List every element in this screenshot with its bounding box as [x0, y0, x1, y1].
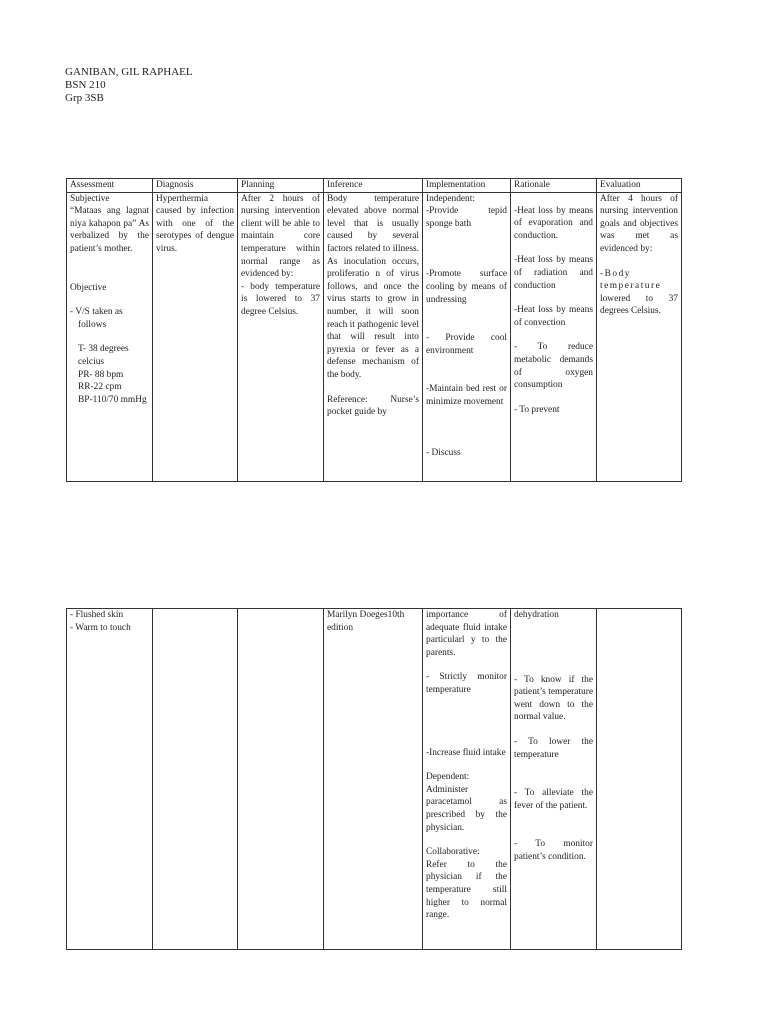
impl-discuss: - Discuss	[426, 447, 461, 458]
rationale-evaporation: -Heat loss by means of evaporation and conduction.	[514, 205, 593, 241]
evaluation-cell	[597, 609, 682, 950]
impl-sponge-bath: -Provide tepid sponge bath	[426, 206, 507, 229]
subjective-text: “Mataas ang lagnat niya kahapon pa” As verbalized by the patient’s mother.	[70, 206, 149, 254]
rationale-metabolic: - To reduce metabolic demands of oxygen consumption	[514, 342, 593, 391]
implementation-cell	[423, 192, 511, 481]
table-header-row	[67, 179, 682, 193]
rationale-lower-temp: - To lower the temperature	[514, 736, 593, 760]
diagnosis-cell: Hyperthermia caused by infection with one of the serotypes of dengue virus.	[153, 192, 238, 481]
col-inference: Inference	[324, 179, 423, 193]
pulse-reading: PR- 88 bpm	[78, 369, 124, 380]
inference-cell	[324, 609, 423, 950]
col-evaluation: Evaluation	[597, 179, 682, 193]
collaborative-label: Collaborative:	[426, 847, 480, 858]
impl-surface-cooling: -Promote surface cooling by means of undressing	[426, 269, 507, 305]
inference-reference: Reference: Nurse’s pocket guide by	[327, 394, 419, 418]
impl-paracetamol: Administer paracetamol as prescribed by the physician.	[426, 784, 507, 833]
impl-increase-fluid: -Increase fluid intake	[426, 747, 506, 758]
course-code: BSN 210	[65, 79, 106, 91]
assess-warm-touch: - Warm to touch	[70, 622, 131, 633]
dependent-label: Dependent:	[426, 772, 470, 783]
vs-item: - V/S taken as follows	[70, 307, 123, 330]
rationale-radiation: -Heat loss by means of radiation and conduction	[514, 255, 593, 291]
col-diagnosis: Diagnosis	[153, 179, 238, 193]
rationale-alleviate: - To alleviate the fever of the patient.	[514, 788, 593, 811]
diagnosis-cell	[153, 609, 238, 950]
evaluation-outcome-detail: lowered to 37 degrees Celsius.	[600, 293, 678, 317]
planning-cell	[238, 609, 324, 950]
assessment-cell	[67, 192, 153, 481]
planning-outcome: - body temperature is lowered to 37 degree Celsius.	[241, 281, 320, 317]
col-planning: Planning	[238, 179, 324, 193]
inference-reference-cont: Marilyn Doeges10th edition	[327, 610, 405, 633]
rationale-prevent: - To prevent	[514, 404, 560, 415]
inference-cell	[324, 192, 423, 481]
evaluation-outcome: -Body temperature	[600, 268, 662, 292]
rationale-cell	[511, 192, 597, 481]
objective-label: Objective	[70, 282, 107, 293]
group-label: Grp 3SB	[65, 92, 104, 104]
impl-fluid-importance: importance of adequate fluid intake particularl y to the parents.	[426, 610, 507, 658]
impl-bed-rest: -Maintain bed rest or minimize movement	[426, 384, 507, 407]
independent-label: Independent:	[426, 193, 475, 204]
impl-monitor-temp: - Strictly monitor temperature	[426, 672, 507, 695]
rationale-monitor: - To monitor patient’s condition.	[514, 839, 593, 862]
implementation-cell	[423, 609, 511, 950]
inference-text: Body temperature elevated above normal level that is usually caused by several factors related to illness. As inoculation occurs, proliferatio n of virus follows, and once the virus starts to grow in number, it will soon reach it pathogenic level that will result into pyrexia or fever as a defense mechanism of the body.	[327, 193, 419, 380]
rationale-know-temp: - To know if the patient’s temperature went down to the normal value.	[514, 674, 593, 723]
care-plan-table-page1	[66, 178, 682, 482]
subjective-label: Subjective	[70, 193, 110, 204]
table-row	[67, 609, 682, 950]
temp-reading: T- 38 degrees celcius	[78, 344, 129, 367]
planning-cell	[238, 192, 324, 481]
impl-cool-environment: - Provide cool environment	[426, 333, 507, 356]
col-assessment: Assessment	[67, 179, 153, 193]
col-implementation: Implementation	[423, 179, 511, 193]
table-row	[67, 192, 682, 481]
evaluation-cell	[597, 192, 682, 481]
care-plan-table-page2	[66, 608, 682, 950]
rationale-cell	[511, 609, 597, 950]
bp-reading: BP-110/70 mmHg	[78, 394, 147, 405]
evaluation-text: After 4 hours of nursing intervention goals and objectives was met as evidenced by:	[600, 193, 678, 254]
planning-goal: After 2 hours of nursing intervention client will be able to maintain core temperature within normal range as evidenced by:	[241, 193, 320, 280]
assess-flushed-skin: - Flushed skin	[70, 610, 124, 620]
document-header	[65, 66, 193, 105]
assessment-cell	[67, 609, 153, 950]
student-name: GANIBAN, GIL RAPHAEL	[65, 66, 193, 78]
impl-refer-physician: Refer to the physician if the temperature still higher to normal range.	[426, 859, 507, 921]
rationale-dehydration: dehydration	[514, 610, 559, 620]
resp-reading: RR-22 cpm	[78, 382, 122, 393]
rationale-convection: -Heat loss by means of convection	[514, 305, 593, 328]
col-rationale: Rationale	[511, 179, 597, 193]
